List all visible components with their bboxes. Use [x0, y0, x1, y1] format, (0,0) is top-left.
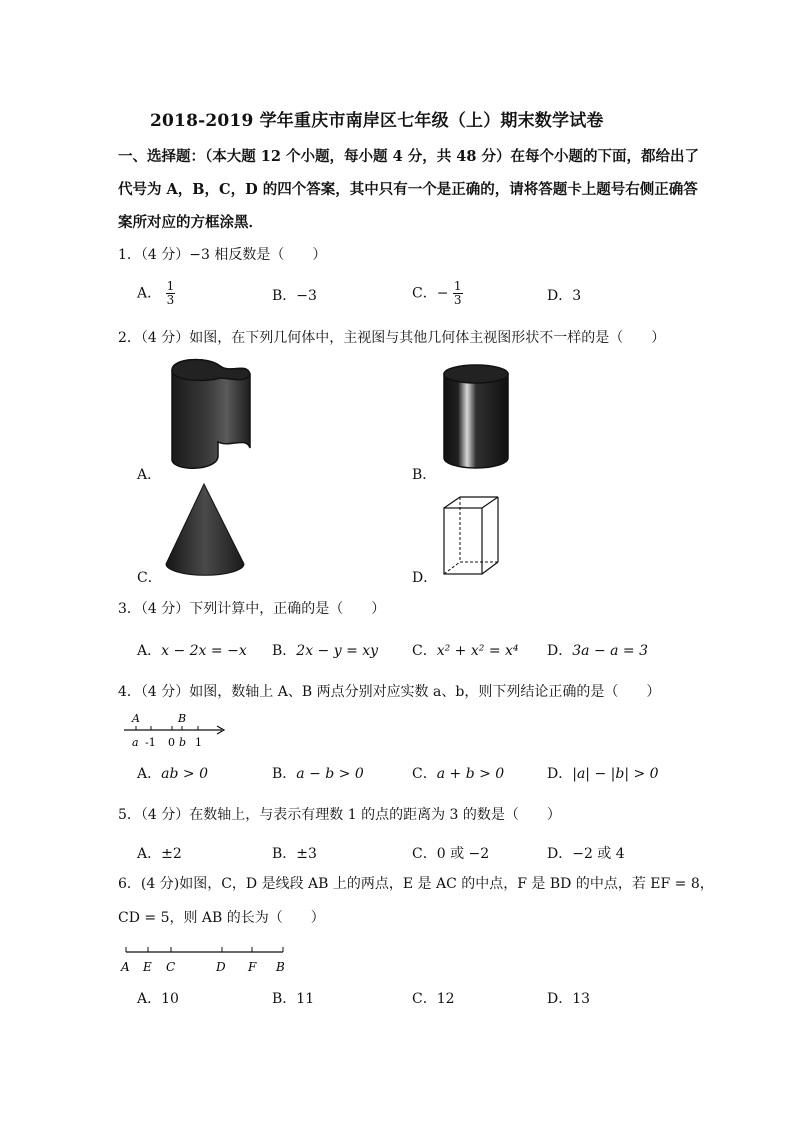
- question-6-option-d: D．13: [547, 991, 591, 1007]
- tick-label-one: 1: [195, 736, 202, 749]
- solid-figure-b-cylinder: [440, 362, 512, 472]
- point-B-label: B: [178, 712, 187, 725]
- question-3-stem: 3．（4 分）下列计算中，正确的是（ ）: [118, 601, 386, 617]
- question-4-option-a: A．ab > 0: [137, 766, 208, 782]
- question-1-option-c: [412, 280, 463, 307]
- question-6-stem-line1: 6．(4 分)如图，C，D 是线段 AB 上的两点，E 是 AC 的中点，F 是 BD 的中点，若 EF = 8，: [118, 876, 714, 892]
- point-C-label: C: [166, 960, 176, 974]
- question-2-option-a: A．: [137, 467, 162, 483]
- question-3-option-c: C．x² + x² = x⁴: [412, 643, 519, 659]
- question-2-option-b: B．: [412, 467, 437, 483]
- question-5-option-d: D．−2 或 4: [547, 846, 625, 862]
- question-1-stem: 1．（4 分）−3 相反数是（ ）: [118, 247, 327, 263]
- question-4-option-d: D．|a| − |b| > 0: [547, 766, 659, 782]
- solid-figure-c-cone: [164, 480, 248, 580]
- point-A-label: A: [121, 960, 130, 974]
- section-instruction-line2: 代号为 A，B，C，D 的四个答案，其中只有一个是正确的，请将答题卡上题号右侧正确答: [118, 181, 698, 198]
- question-2-option-d: D．: [412, 570, 438, 586]
- point-B-label: B: [276, 960, 285, 974]
- question-3-option-a: A．x − 2x = −x: [137, 643, 247, 659]
- question-4-option-c: C．a + b > 0: [412, 766, 505, 782]
- question-1-option-d: D．3: [547, 288, 582, 304]
- question-2-option-c: C．: [137, 570, 162, 586]
- question-3-option-d: D．3a − a = 3: [547, 643, 649, 659]
- fraction: $\frac{1}{3}$: [166, 279, 175, 307]
- solid-figure-d-rectangular-prism: [440, 494, 502, 580]
- fraction: $\frac{1}{3}$: [453, 279, 462, 307]
- question-6-option-b: B．11: [272, 991, 315, 1007]
- section-instruction-line3: 案所对应的方框涂黑．: [118, 214, 263, 231]
- question-6-stem-line2: CD = 5，则 AB 的长为（ ）: [118, 910, 325, 926]
- tick-label-a: a: [132, 736, 139, 749]
- question-4-option-b: B．a − b > 0: [272, 766, 364, 782]
- question-4-stem: 4．（4 分）如图，数轴上 A、B 两点分别对应实数 a、b，则下列结论正确的是（ ）: [118, 684, 661, 700]
- solid-figure-a-curved-cylinder: [160, 356, 260, 474]
- option-label: C．−: [412, 285, 449, 302]
- question-3-option-b: B．2x − y = xy: [272, 643, 379, 659]
- question-1-option-b: B．−3: [272, 288, 317, 304]
- question-5-option-c: C．0 或 −2: [412, 846, 490, 862]
- number-line-q4: [122, 708, 232, 752]
- tick-label-minus-one: -1: [145, 736, 156, 749]
- question-5-stem: 5．（4 分）在数轴上，与表示有理数 1 的点的距离为 3 的数是（ ）: [118, 807, 561, 823]
- point-A-label: A: [132, 712, 140, 725]
- question-2-stem: 2．（4 分）如图，在下列几何体中，主视图与其他几何体主视图形状不一样的是（ ）: [118, 330, 666, 346]
- question-6-option-a: A．10: [137, 991, 179, 1007]
- segment-diagram-q6: [118, 942, 293, 978]
- question-5-option-a: A．±2: [137, 846, 182, 862]
- page-title: 2018-2019 学年重庆市南岸区七年级（上）期末数学试卷: [150, 111, 604, 131]
- point-E-label: E: [143, 960, 152, 974]
- tick-label-b: b: [179, 736, 187, 749]
- question-6-option-c: C．12: [412, 991, 455, 1007]
- option-label: A．: [137, 285, 162, 302]
- question-5-option-b: B．±3: [272, 846, 317, 862]
- question-1-option-a: [137, 280, 175, 307]
- tick-label-zero: 0: [168, 736, 175, 749]
- point-D-label: D: [216, 960, 226, 974]
- point-F-label: F: [248, 960, 257, 974]
- section-instruction-line1: 一、选择题：（本大题 12 个小题，每小题 4 分，共 48 分）在每个小题的下面，都给出了: [118, 148, 699, 165]
